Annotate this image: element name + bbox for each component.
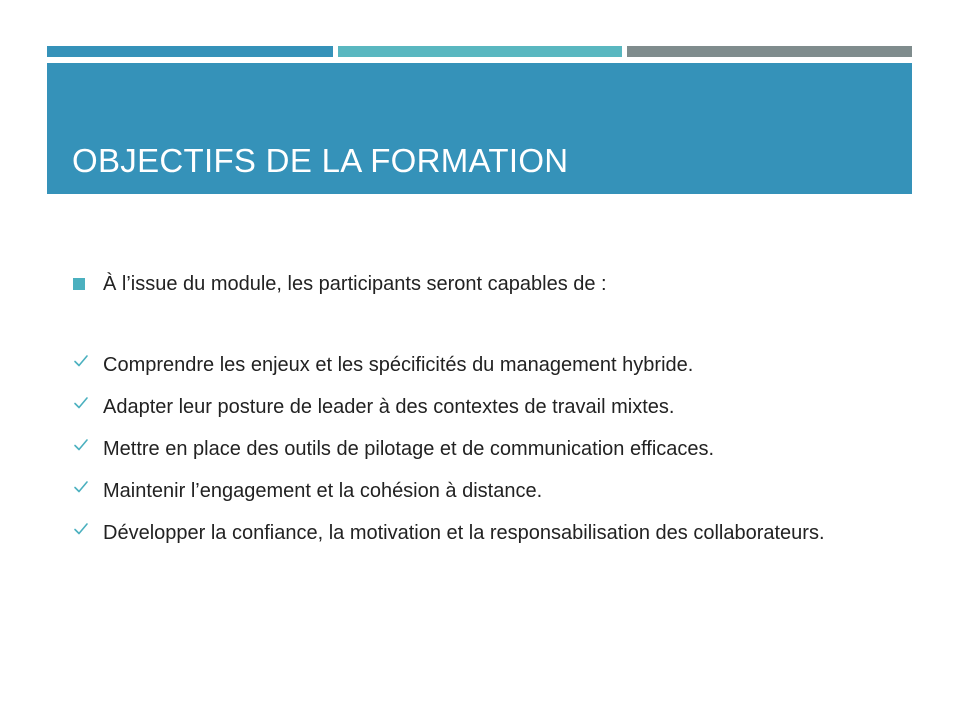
objective-item <box>72 436 872 462</box>
title-band <box>47 63 912 194</box>
square-bullet-icon <box>73 278 85 290</box>
objective-item <box>72 478 872 504</box>
objective-text: Maintenir l’engagement et la cohésion à distance. <box>103 480 543 502</box>
intro-text: À l’issue du module, les participants seront capables de : <box>103 273 607 295</box>
checkmark-icon <box>73 479 89 495</box>
accent-bar-blue <box>47 46 333 57</box>
accent-bar-gray <box>627 46 912 57</box>
slide-title: OBJECTIFS DE LA FORMATION <box>72 142 569 179</box>
top-accent-bars <box>47 46 912 57</box>
objective-text: Comprendre les enjeux et les spécificités du management hybride. <box>103 354 694 376</box>
objective-text: Développer la confiance, la motivation et la responsabilisation des collaborateurs. <box>103 522 825 544</box>
objective-text: Adapter leur posture de leader à des contextes de travail mixtes. <box>103 396 675 418</box>
objectives-list <box>72 352 872 562</box>
objective-text: Mettre en place des outils de pilotage et de communication efficaces. <box>103 438 715 460</box>
checkmark-icon <box>73 437 89 453</box>
accent-bar-teal <box>338 46 622 57</box>
intro-line <box>72 268 872 300</box>
checkmark-icon <box>73 353 89 369</box>
checkmark-icon <box>73 521 89 537</box>
slide-body <box>72 268 872 544</box>
objective-item <box>72 352 872 378</box>
checkmark-icon <box>73 395 89 411</box>
objective-item <box>72 394 872 420</box>
objective-item <box>72 520 872 546</box>
